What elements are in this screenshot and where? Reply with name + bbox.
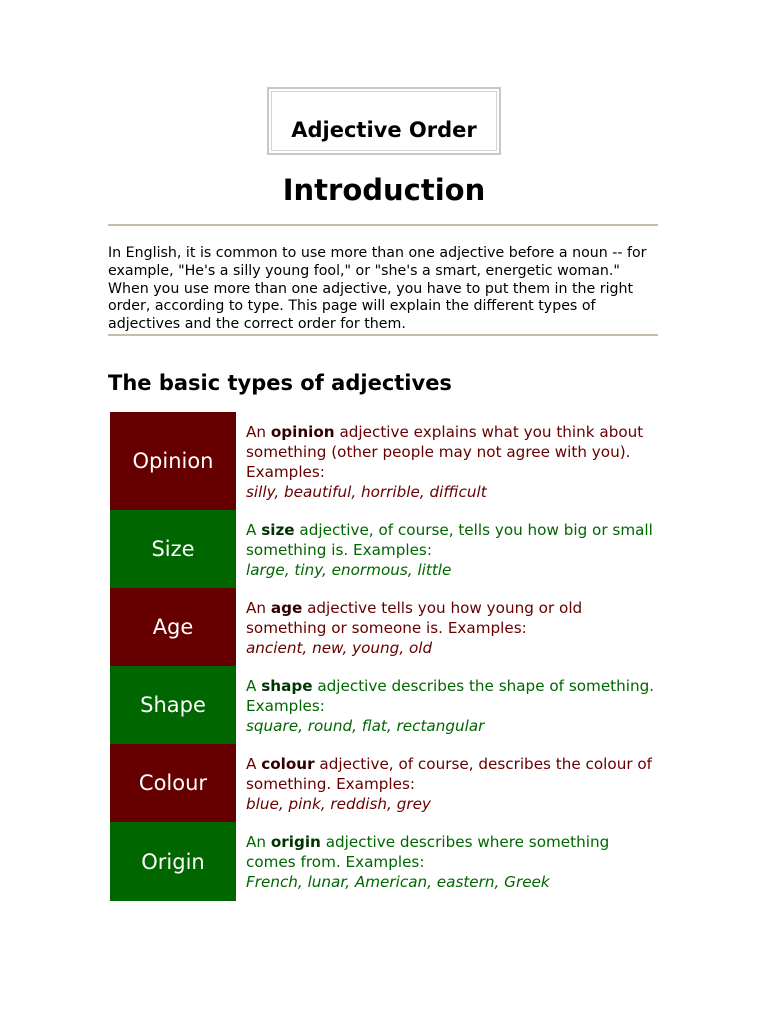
description-text: adjective describes where something comes from. Examples: bbox=[246, 833, 610, 871]
divider-bottom bbox=[108, 334, 658, 336]
description-text: adjective, of course, describes the colour of something. Examples: bbox=[246, 755, 653, 793]
description-text: adjective, of course, tells you how big or small something is. Examples: bbox=[246, 521, 653, 559]
type-description-shape bbox=[236, 666, 660, 744]
table-row-opinion bbox=[110, 412, 660, 510]
type-keyword: origin bbox=[270, 833, 321, 851]
type-keyword: age bbox=[270, 599, 303, 617]
type-examples: square, round, flat, rectangular bbox=[246, 717, 485, 735]
type-examples: French, lunar, American, eastern, Greek bbox=[246, 873, 550, 891]
divider-top bbox=[108, 224, 658, 226]
table-row-age bbox=[110, 588, 660, 666]
type-description-opinion bbox=[236, 412, 660, 510]
description-text: adjective describes the shape of something. Examples: bbox=[246, 677, 655, 715]
type-label-opinion: Opinion bbox=[110, 412, 236, 510]
document-title-box bbox=[267, 87, 501, 155]
document-title: Adjective Order bbox=[291, 118, 477, 142]
type-description-colour bbox=[236, 744, 660, 822]
type-examples: silly, beautiful, horrible, difficult bbox=[246, 483, 487, 501]
section-title: Introduction bbox=[282, 173, 486, 207]
description-lead: An bbox=[246, 423, 271, 441]
description-text: adjective explains what you think about something (other people may not agree with you). Examples: bbox=[246, 423, 644, 481]
type-description-size bbox=[236, 510, 660, 588]
type-label-origin: Origin bbox=[110, 822, 236, 901]
type-label-age: Age bbox=[110, 588, 236, 666]
table-row-size bbox=[110, 510, 660, 588]
type-description-age bbox=[236, 588, 660, 666]
type-keyword: colour bbox=[261, 755, 315, 773]
table-row-origin bbox=[110, 822, 660, 901]
intro-paragraph: In English, it is common to use more than one adjective before a noun -- for example, "He's a silly young fool," or "she's a smart, energetic woman." When you use more than one adjective, you have to put them in the right order, according to type. This page will explain the different types of adjectives and the correct order for them. bbox=[108, 245, 647, 333]
type-label-colour: Colour bbox=[110, 744, 236, 822]
type-keyword: shape bbox=[261, 677, 313, 695]
description-lead: An bbox=[246, 599, 271, 617]
description-lead: A bbox=[246, 755, 262, 773]
type-examples: large, tiny, enormous, little bbox=[246, 561, 452, 579]
adjective-types-table bbox=[110, 412, 660, 901]
type-label-shape: Shape bbox=[110, 666, 236, 744]
type-examples: ancient, new, young, old bbox=[246, 639, 433, 657]
description-text: adjective tells you how young or old something or someone is. Examples: bbox=[246, 599, 583, 637]
type-label-size: Size bbox=[110, 510, 236, 588]
type-keyword: opinion bbox=[270, 423, 335, 441]
table-row-shape bbox=[110, 666, 660, 744]
type-keyword: size bbox=[261, 521, 295, 539]
description-lead: An bbox=[246, 833, 271, 851]
subheading: The basic types of adjectives bbox=[108, 371, 452, 395]
type-examples: blue, pink, reddish, grey bbox=[246, 795, 431, 813]
description-lead: A bbox=[246, 677, 262, 695]
type-description-origin bbox=[236, 822, 660, 901]
table-row-colour bbox=[110, 744, 660, 822]
description-lead: A bbox=[246, 521, 262, 539]
